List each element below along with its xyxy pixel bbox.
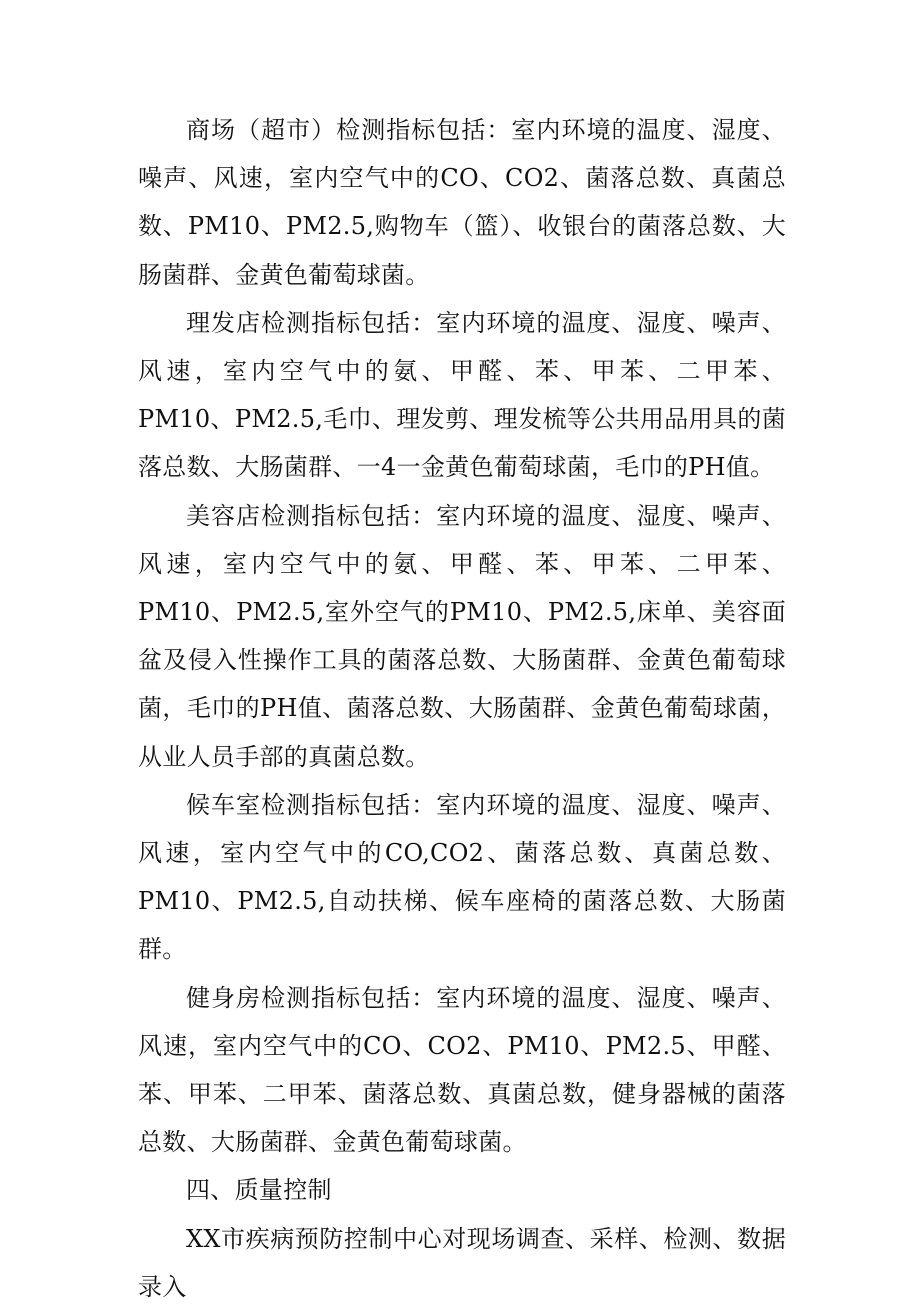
paragraph-mall-indicators: 商场（超市）检测指标包括：室内环境的温度、湿度、噪声、风速，室内空气中的CO、CO2、菌落总数、真菌总数、PM10、PM2.5,购物车（篮）、收银台的菌落总数、大肠菌群、金黄色葡萄球菌。 bbox=[138, 116, 786, 289]
paragraph-quality-control: XX市疾病预防控制中心对现场调查、采样、检测、数据录入 bbox=[138, 1224, 786, 1301]
paragraph-beauty-salon-indicators: 美容店检测指标包括：室内环境的温度、湿度、噪声、风速，室内空气中的氨、甲醛、苯、甲苯、二甲苯、PM10、PM2.5,室外空气的PM10、PM2.5,床单、美容面盆及侵入性操作工具的菌落总数、大肠菌群、金黄色葡萄球菌，毛巾的PH值、菌落总数、大肠菌群、金黄色葡萄球菌，从业人员手部的真菌总数。 bbox=[138, 501, 786, 771]
paragraph-gym-indicators: 健身房检测指标包括：室内环境的温度、湿度、噪声、风速，室内空气中的CO、CO2、PM10、PM2.5、甲醛、苯、甲苯、二甲苯、菌落总数、真菌总数，健身器械的菌落总数、大肠菌群、金黄色葡萄球菌。 bbox=[138, 983, 786, 1157]
paragraph-waiting-room-indicators: 候车室检测指标包括：室内环境的温度、湿度、噪声、风速，室内空气中的CO,CO2、菌落总数、真菌总数、PM10、PM2.5,自动扶梯、候车座椅的菌落总数、大肠菌群。 bbox=[138, 790, 786, 964]
section-heading-quality-control: 四、质量控制 bbox=[186, 1176, 332, 1205]
paragraph-barbershop-indicators: 理发店检测指标包括：室内环境的温度、湿度、噪声、风速，室内空气中的氨、甲醛、苯、甲苯、二甲苯、PM10、PM2.5,毛巾、理发剪、理发梳等公共用品用具的菌落总数、大肠菌群、一4一金黄色葡萄球菌，毛巾的PH值。 bbox=[138, 308, 786, 482]
document-body bbox=[138, 106, 786, 1311]
